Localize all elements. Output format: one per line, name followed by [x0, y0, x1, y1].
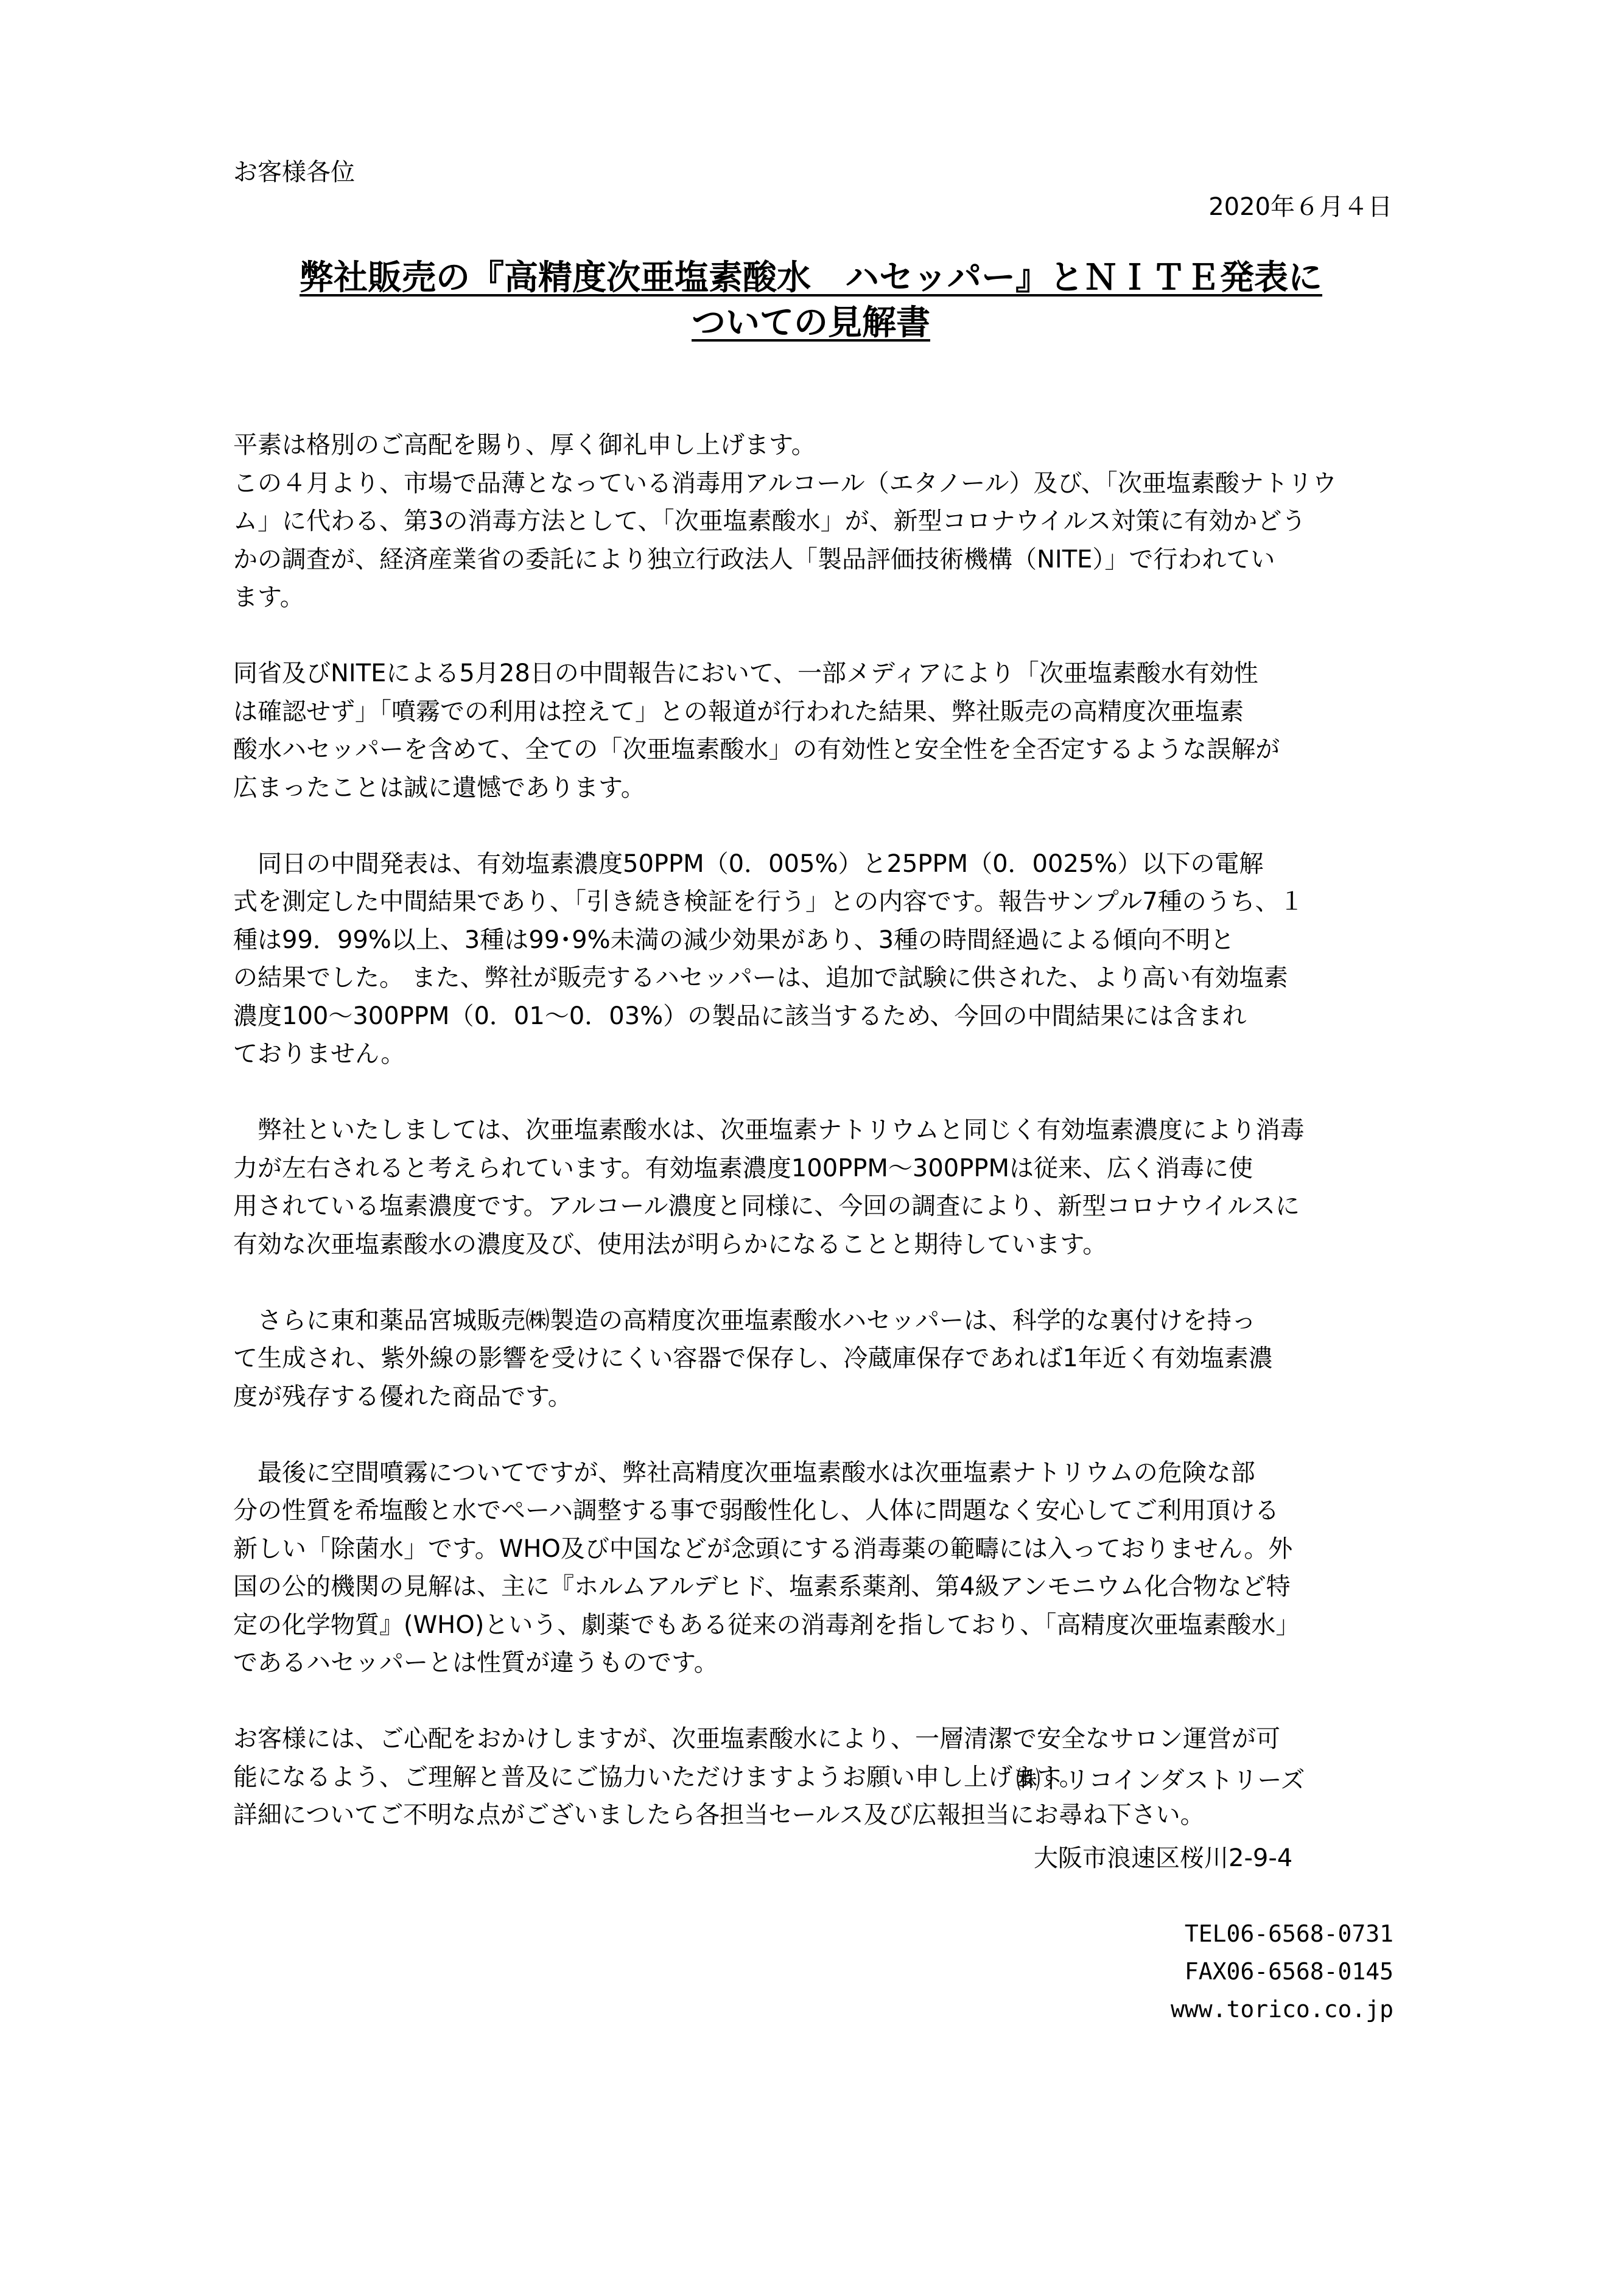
body-line: 最後に空間噴霧についてですが、弊社高精度次亜塩素酸水は次亜塩素ナトリウムの危険な部	[233, 1458, 1255, 1487]
body-line: 新しい「除菌水」です。WHO及び中国などが念頭にする消毒薬の範疇には入っておりません。外	[233, 1534, 1293, 1563]
body-line: 酸水ハセッパーを含めて、全ての「次亜塩素酸水」の有効性と安全性を全否定するような誤解が	[233, 735, 1280, 764]
fax: FAX06-6568-0145	[1184, 1958, 1393, 1985]
letter-body	[233, 426, 1426, 1834]
salutation: お客様各位	[233, 158, 355, 186]
body-line: 力が左右されると考えられています。有効塩素濃度100PPM～300PPMは従来、広く消毒に使	[233, 1154, 1253, 1182]
paragraph-gap	[233, 807, 1426, 845]
paragraph-6	[233, 1454, 1426, 1682]
company-address: 大阪市浪速区桜川2-9-4	[1034, 1844, 1293, 1872]
body-line: 有効な次亜塩素酸水の濃度及び、使用法が明らかになることと期待しています。	[233, 1230, 1107, 1259]
body-line: 度が残存する優れた商品です。	[233, 1382, 572, 1411]
body-line: かの調査が、経済産業省の委託により独立行政法人「製品評価技術機構（NITE）」で行われてい	[233, 545, 1275, 574]
paragraph-4	[233, 1111, 1426, 1263]
body-line: の結果でした。 また、弊社が販売するハセッパーは、追加で試験に供された、より高い有効塩素	[233, 964, 1288, 992]
paragraph-1	[233, 426, 1426, 617]
body-line: 分の性質を希塩酸と水でペーハ調整する事で弱酸性化し、人体に問題なく安心してご利用頂ける	[233, 1497, 1279, 1525]
body-line: ム」に代わる、第3の消毒方法として、「次亜塩素酸水」が、新型コロナウイルス対策に有効かどう	[233, 507, 1306, 535]
paragraph-gap	[233, 1416, 1426, 1454]
title-line-2: ついての見解書	[692, 303, 930, 343]
body-line: ます。	[233, 583, 304, 611]
paragraph-3	[233, 845, 1426, 1073]
body-line: であるハセッパーとは性質が違うものです。	[233, 1649, 718, 1677]
title-line	[219, 301, 1403, 346]
body-line: 詳細についてご不明な点がございましたら各担当セールス及び広報担当にお尋ね下さい。	[233, 1801, 1205, 1829]
body-line: て生成され、紫外線の影響を受けにくい容器で保存し、冷蔵庫保存であれば1年近く有効塩素濃	[233, 1344, 1273, 1372]
document-title	[219, 256, 1403, 346]
title-line-1: 弊社販売の『高精度次亜塩素酸水 ハセッパー』とＮＩＴＥ発表に	[300, 258, 1322, 298]
body-line: 濃度100～300PPM（0．01～0．03%）の製品に該当するため、今回の中間結果には含まれ	[233, 1002, 1247, 1030]
body-line: 平素は格別のご高配を賜り、厚く御礼申し上げます。	[233, 431, 816, 459]
body-line: お客様には、ご心配をおかけしますが、次亜塩素酸水により、一層清潔で安全なサロン運営が可	[233, 1725, 1280, 1753]
body-line: 同日の中間発表は、有効塩素濃度50PPM（0．005%）と25PPM（0．0025%）以下の電解	[233, 849, 1264, 878]
body-line: は確認せず」「噴霧での利用は控えて」との報道が行われた結果、弊社販売の高精度次亜塩素	[233, 697, 1244, 726]
paragraph-gap	[233, 617, 1426, 655]
body-line: 広まったことは誠に遺憾であります。	[233, 773, 645, 802]
contact-block	[1171, 1915, 1393, 2028]
document-date: 2020年６月４日	[1208, 193, 1392, 221]
body-line: 種は99．99%以上、3種は99･9%未満の減少効果があり、3種の時間経過による傾向不明と	[233, 925, 1235, 954]
company-name: ㈱トリコインダストリーズ	[1016, 1766, 1305, 1794]
body-line: 国の公的機関の見解は、主に『ホルムアルデヒド、塩素系薬剤、第4級アンモニウム化合物など特	[233, 1573, 1291, 1601]
body-line: 能になるよう、ご理解と普及にご協力いただけますようお願い申し上げます。	[233, 1763, 1084, 1791]
paragraph-5	[233, 1302, 1426, 1416]
paragraph-2	[233, 655, 1426, 807]
paragraph-gap	[233, 1682, 1426, 1721]
paragraph-gap	[233, 1073, 1426, 1112]
telephone: TEL06-6568-0731	[1184, 1920, 1393, 1947]
body-line: 用されている塩素濃度です。アルコール濃度と同様に、今回の調査により、新型コロナウイルスに	[233, 1192, 1300, 1220]
website: www.torico.co.jp	[1170, 1996, 1393, 2023]
body-line: ておりません。	[233, 1040, 405, 1068]
body-line: さらに東和薬品宮城販売㈱製造の高精度次亜塩素酸水ハセッパーは、科学的な裏付けを持っ	[233, 1306, 1256, 1335]
body-line: 定の化学物質』(WHO)という、劇薬でもある従来の消毒剤を指しており、「高精度次亜塩素酸水」	[233, 1610, 1300, 1639]
paragraph-gap	[233, 1263, 1426, 1302]
body-line: 弊社といたしましては、次亜塩素酸水は、次亜塩素ナトリウムと同じく有効塩素濃度により消毒	[233, 1116, 1305, 1144]
title-line	[219, 256, 1403, 301]
body-line: 同省及びNITEによる5月28日の中間報告において、一部メディアにより「次亜塩素酸水有効性	[233, 659, 1258, 687]
body-line: 式を測定した中間結果であり、「引き続き検証を行う」との内容です。報告サンプル7種のうち、１	[233, 888, 1304, 916]
body-line: この４月より、市場で品薄となっている消毒用アルコール（エタノール）及び、「次亜塩素酸ナトリウ	[233, 469, 1337, 497]
